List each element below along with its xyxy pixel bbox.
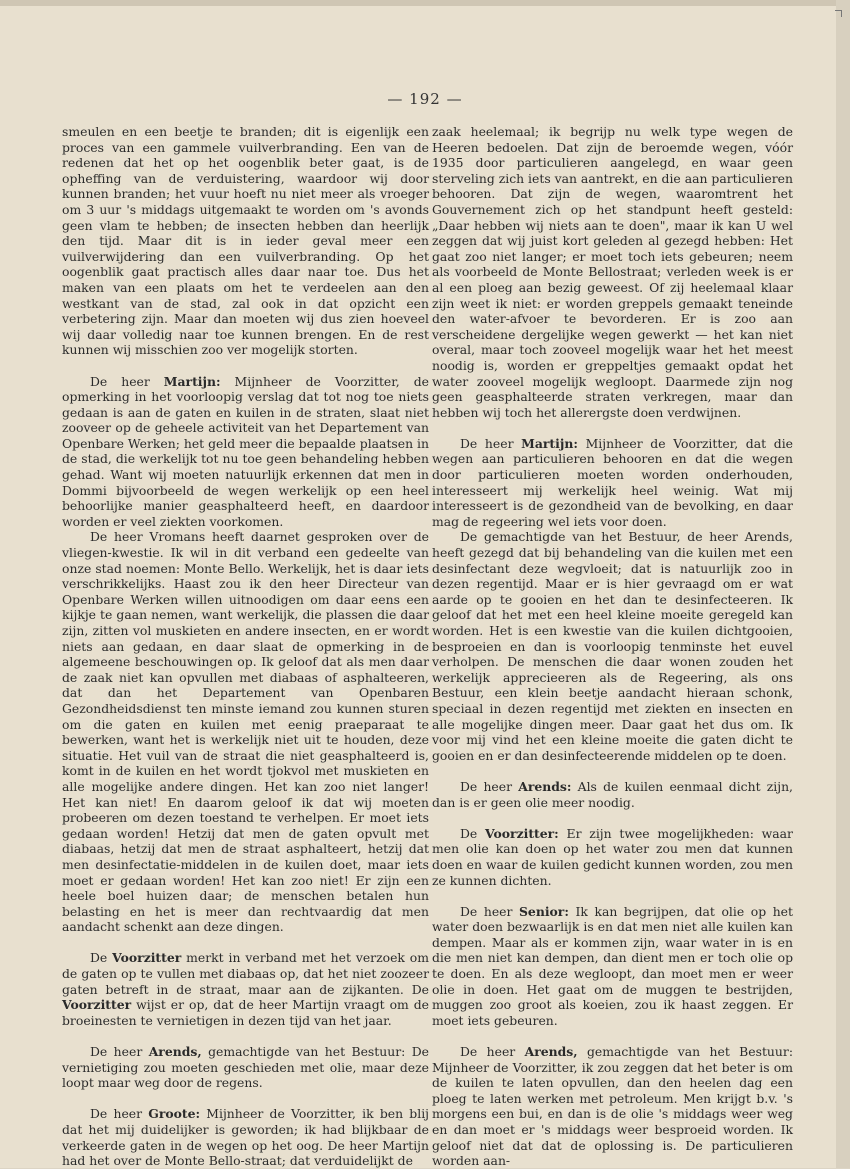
paragraph — [62, 1106, 429, 1168]
paragraph-text: merkt in verband met het verzoek om de gaten op te vullen met diabaas op, dat het niet zoozeer gaten betreft in de straat, maar aan de zijkanten. De — [62, 950, 429, 997]
paragraph — [62, 374, 429, 530]
paragraph-text: De — [460, 825, 486, 841]
paragraph-text: De heer Vromans heeft daarnet gesproken over de vliegen-kwestie. Ik wil in dit verband een gedeelte van onze stad noemen: Monte Bello. Werkelijk, het is daar iets verschrikkelijks. Haast zou ik den heer Directeur van Openbare Werken willen uitnoodigen om daar eens een kijkje te gaan nemen, want werkelijk, die plassen die daar zijn, zitten vol muskieten en andere insecten, en er wordt niets aan gedaan, en daar slaat de opmerking in de algemeene beschouwingen op. Ik geloof dat als men daar de zaak niet kan opvullen met diabaas of asphalteeren, dat dan het Departement van Openbaren Gezondheidsdienst ten minste iemand zou kunnen sturen om die gaten en kuilen met eenig praeparaat te bewerken, want het is werkelijk niet uit te houden, deze situatie. Het vuil van de straat die niet geasphalteerd is, komt in de kuilen en het wordt tjokvol met muskieten en alle mogelijke andere dingen. Het kan zoo niet langer! Het kan niet! En daarom geloof ik dat wij moeten probeeren om dezen toestand te verhelpen. Er moet iets gedaan worden! Hetzij dat men de gaten opvult met diabaas, hetzij dat men de straat asphalteert, hetzij dat men desinfectatie-middelen in de kuilen doet, maar iets moet er gedaan worden! Het kan zoo niet! Er zijn een heele boel huizen daar; de menschen betalen hun belasting en het is meer dan rechtvaardig dat men aandacht schenkt aan deze dingen. — [62, 529, 429, 935]
speaker-name: Voorzitter — [112, 950, 182, 966]
paragraph-text: De heer — [460, 778, 519, 794]
paragraph-text: gemachtigde van het Bestuur: De vernietiging zou moeten geschieden met olie, maar deze loopt maar weg door de regens. — [62, 1044, 429, 1091]
paragraph-text: De heer — [90, 1044, 149, 1060]
paragraph-text: De — [90, 950, 113, 966]
paragraph — [432, 529, 793, 763]
paragraph-text: gemachtigde van het Bestuur: Mijnheer de Voorzitter, ik zou zeggen dat het beter is om de kuilen te laten opvullen, dan den heelen dag een ploeg te laten werken met petroleum. Men krijgt b.v. 's morgens een bui, en dan is de olie 's middags weer weg en dan moet er 's middags weer besproeid worden. Ik geloof niet dat dat de oplossing is. De particulieren worden aan- — [432, 1044, 793, 1169]
speaker-name: Groote: — [148, 1106, 201, 1122]
paragraph-text: Mijnheer de Voorzitter, dat die wegen aan particulieren behooren en dat die wegen door particulieren moeten worden onderhouden, interesseert mij werkelijk heel weinig. Wat mij interesseert is de gezondheid van de bevolking, en daar mag de regeering wel iets voor doen. — [432, 435, 793, 529]
paragraph-text: De heer — [460, 435, 522, 451]
right-text-column — [432, 124, 793, 1169]
paragraph — [432, 826, 793, 888]
paragraph — [432, 1044, 793, 1169]
paragraph — [432, 904, 793, 1029]
paragraph — [432, 124, 793, 420]
paragraph — [432, 436, 793, 530]
paragraph-text: De heer — [460, 903, 519, 919]
paragraph-text: De heer — [90, 373, 164, 389]
page-number: — 192 — — [387, 90, 463, 108]
scan-edge-top — [0, 0, 850, 6]
speaker-name: Senior: — [518, 903, 569, 919]
speaker-name: Martijn: — [163, 373, 221, 389]
paragraph-text: wijst er op, dat de heer Martijn vraagt om de broeinesten te vernietigen in dezen tijd van het jaar. — [62, 997, 429, 1028]
paragraph — [432, 779, 793, 810]
corner-crop-mark — [835, 10, 842, 17]
speaker-name: Martijn: — [521, 435, 578, 451]
paragraph-text: Mijnheer de Voorzitter, ik ben blij dat het mij duidelijker is geworden; ik had blijkbaar de verkeerde gaten in de wegen op het oog. De heer Martijn had het over de Monte Bello-straat; dat verduidelijkt de — [62, 1106, 429, 1169]
paragraph-text: Als de kuilen eenmaal dicht zijn, dan is er geen olie meer noodig. — [432, 778, 793, 810]
speaker-name: Voorzitter: — [485, 825, 559, 841]
paragraph-text: smeulen en een beetje te branden; dit is eigenlijk een proces van een gammele vuilverbranding. Een van de redenen dat het op het oogenblik beter gaat, is de opheffing van de verduistering, waardoor wij door kunnen branden; het vuur hoeft nu niet meer als vroeger om 3 uur 's middags uitgemaakt te worden om 's avonds geen vlam te hebben; de insecten hebben dan heerlijk den tijd. Maar dit is in ieder geval meer een vuilverwijdering dan een vuilverbranding. Op het oogenblik gaat practisch alles daar naar toe. Dus het maken van een plaats om het te verdeelen aan den westkant van de stad, zal ook in dat opzicht een verbetering zijn. Maar dan moeten wij dus zien hoeveel wij daar volledig naar toe kunnen brengen. En de rest kunnen wij misschien zoo ver mogelijk storten. — [62, 124, 429, 358]
paragraph — [62, 1044, 429, 1091]
paragraph-text: De heer — [90, 1106, 149, 1122]
paragraph-text: zaak heelemaal; ik begrijp nu welk type wegen de Heeren bedoelen. Dat zijn de beroemde wegen, vóór 1935 door particulieren aangelegd, en waar geen sterveling zich iets van aantrekt, en die aan particulieren behooren. Dat zijn de wegen, waaromtrent het Gouvernement zich op het standpunt heeft gesteld: „Daar hebben wij niets aan te doen", maar ik kan U wel zeggen dat wij juist kort geleden al gezegd hebben: Het gaat zoo niet langer; er moet toch iets gebeuren; neem als voorbeeld de Monte Bellostraat; verleden week is er al een ploeg aan bezig geweest. Of zij heelemaal klaar zijn weet ik niet: er worden greppels gemaakt teneinde den water-afvoer te bevorderen. Er is zoo aan verscheidene dergelijke wegen gewerkt — het kan niet overal, maar toch zooveel mogelijk waar het het meest noodig is, worden er greppeltjes gemaakt opdat het water zooveel mogelijk wegloopt. Daarmede zijn nog geen geasphalteerde straten verkregen, maar dan hebben wij toch het allerergste doen verdwijnen. — [432, 124, 793, 420]
paragraph-text: Mijnheer de Voorzitter, de opmerking in het voorloopig verslag dat tot nog toe niets gedaan is aan de gaten en kuilen in de straten, slaat niet zooveer op de geheele activiteit van het Departement van Openbare Werken; het geld meer die bepaalde plaatsen in de stad, die werkelijk tot nu toe geen behandeling hebben gehad. Want wij moeten natuurlijk erkennen dat men in Dommi bijvoorbeeld de wegen werkelijk op een heel behoorlijke manier geasphalteerd heeft, en daardoor worden er veel ziekten voorkomen. — [62, 373, 429, 529]
paragraph — [62, 124, 429, 358]
paragraph-text: Ik kan begrijpen, dat olie op het water doen bezwaarlijk is en dat men niet alle kuilen kan dempen. Maar als er kommen zijn, waar water in is en die men niet kan dempen, dan dient men er toch olie op te doen. En als deze wegloopt, dan moet men er weer olie in doen. Het gaat om de muggen te bestrijden, muggen zoo groot als koeien, zou ik haast zeggen. Er moet iets gebeuren. — [432, 903, 793, 1028]
speaker-name: Arends: — [518, 778, 572, 794]
speaker-name: Arends, — [148, 1044, 202, 1060]
paragraph — [62, 950, 429, 1028]
left-text-column — [62, 124, 429, 1169]
paragraph-text: Er zijn twee mogelijkheden: waar men olie kan doen op het water zou men dat kunnen doen en waar de kuilen gedicht kunnen worden, zou men ze kunnen dichten. — [432, 825, 793, 888]
scan-edge-right — [836, 0, 850, 1168]
paragraph-text: De gemachtigde van het Bestuur, de heer Arends, heeft gezegd dat bij behandeling van die kuilen met een desinfectant deze wegvloeit; dat is natuurlijk zoo in dezen regentijd. Maar er is hier gevraagd om er wat aarde op te gooien en het dan te desinfecteeren. Ik geloof dat het met een heel kleine moeite geregeld kan worden. Het is een kwestie van die kuilen dichtgooien, besproeien en dan is voorloopig tenminste het euvel verholpen. De menschen die daar wonen zouden het werkelijk apprecieeren als de Regeering, als ons Bestuur, een klein beetje aandacht hieraan schonk, speciaal in dezen regentijd met ziekten en insecten en alle mogelijke dingen meer. Daar gaat het dus om. Ik voor mij vind het een kleine moeite die gaten dicht te gooien en er dan desinfecteerende middelen op te doen. — [432, 529, 793, 763]
speaker-name: Voorzitter — [62, 997, 132, 1013]
paragraph-text: De heer — [460, 1044, 525, 1060]
paragraph — [62, 529, 429, 934]
speaker-name: Arends, — [524, 1044, 578, 1060]
